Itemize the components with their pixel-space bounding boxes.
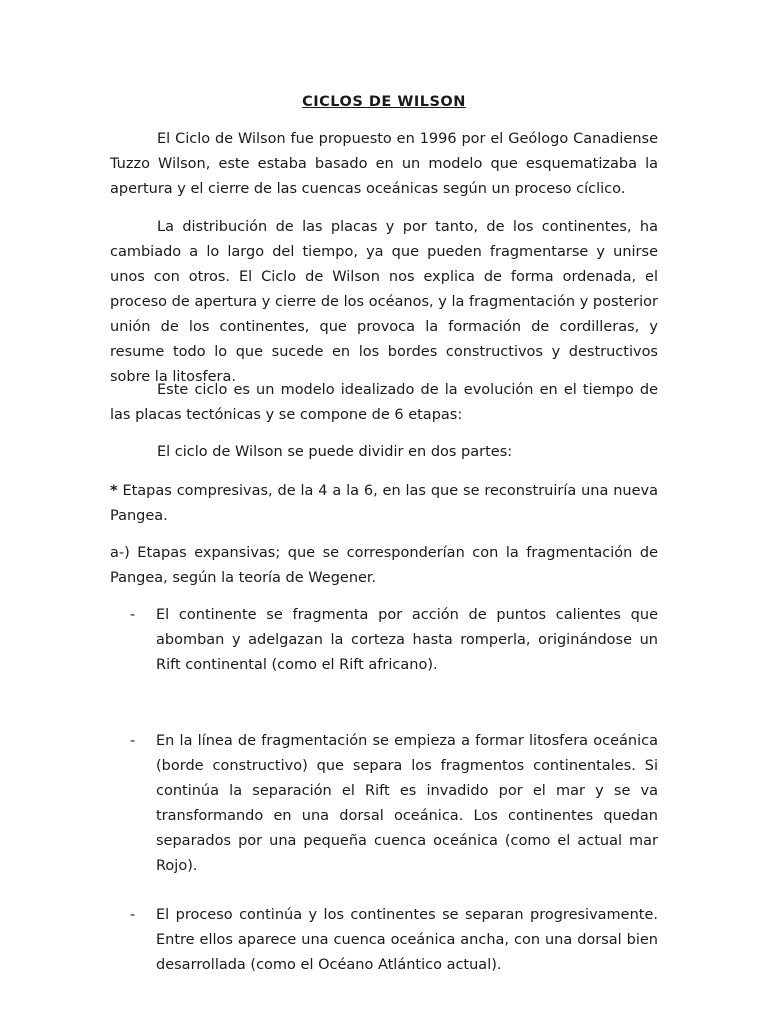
list-item-text: En la línea de fragmentación se empieza a formar litosfera oceánica (borde constructivo) que separa los fragmentos continentales. Si continúa la separación el Rift es invadido por el mar y se va transformando en una dorsal oceánica. Los continentes quedan separados por una pequeña cuenca oceánica (como el actual mar Rojo). [156,733,658,874]
list-item [110,603,658,678]
paragraph-distribution: La distribución de las placas y por tanto, de los continentes, ha cambiado a lo largo del tiempo, ya que pueden fragmentarse y unirse unos con otros. El Ciclo de Wilson nos explica de forma ordenada, el proceso de apertura y cierre de los océanos, y la fragmentación y posterior unión de los continentes, que provoca la formación de cordilleras, y resume todo lo que sucede en los bordes constructivos y destructivos sobre la litosfera. [110,219,658,385]
paragraph-intro: El Ciclo de Wilson fue propuesto en 1996 por el Geólogo Canadiense Tuzzo Wilson, este estaba basado en un modelo que esquematizaba la apertura y el cierre de las cuencas oceánicas según un proceso cíclico. [110,131,658,197]
star-item-text: Etapas compresivas, de la 4 a la 6, en las que se reconstruiría una nueva Pangea. [110,483,658,524]
list-item-text: El proceso continúa y los continentes se separan progresivamente. Entre ellos aparece una cuenca oceánica ancha, con una dorsal bien desarrollada (como el Océano Atlántico actual). [156,907,658,973]
paragraph-two-parts: El ciclo de Wilson se puede dividir en dos partes: [157,444,513,460]
a-item: a-) Etapas expansivas; que se corresponderían con la fragmentación de Pangea, según la teoría de Wegener. [110,545,658,586]
star-marker: * [110,483,118,499]
document-title: CICLOS DE WILSON [302,94,466,110]
dash-marker: - [130,907,136,923]
list-item [110,903,658,978]
paragraph-ideal-model: Este ciclo es un modelo idealizado de la evolución en el tiempo de las placas tectónicas y se compone de 6 etapas: [110,382,658,423]
dash-marker: - [130,733,136,749]
star-item [110,479,658,529]
list-item-text: El continente se fragmenta por acción de puntos calientes que abomban y adelgazan la corteza hasta romperla, originándose un Rift continental (como el Rift africano). [156,607,658,673]
dash-marker: - [130,607,136,623]
list-item [110,729,658,879]
